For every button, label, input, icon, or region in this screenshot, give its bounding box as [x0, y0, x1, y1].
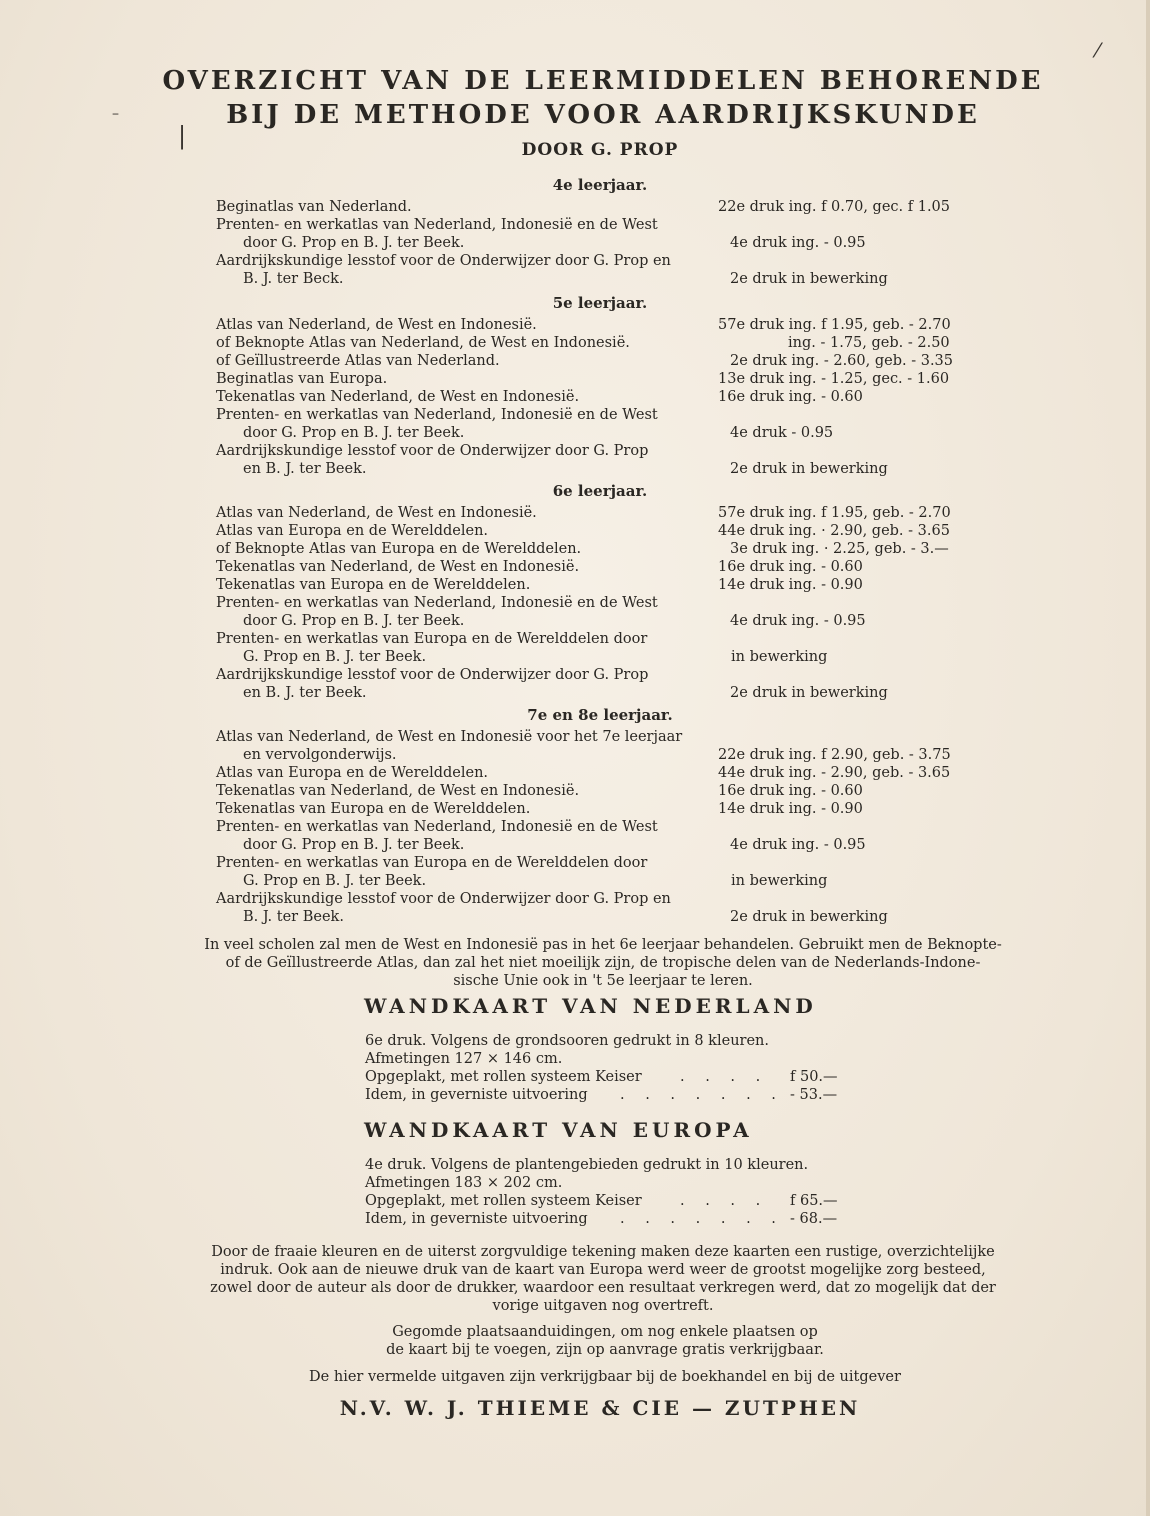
item-title: G. Prop en B. J. ter Beek.	[243, 873, 427, 889]
item-title: Atlas van Europa en de Werelddelen.	[216, 765, 489, 781]
item-title: Atlas van Nederland, de West en Indonesië.	[216, 505, 537, 521]
item-edition: 16e druk ing. - 0.60	[718, 783, 863, 799]
item-title: Atlas van Nederland, de West en Indonesië.	[216, 317, 537, 333]
pencil-dash-icon: –	[112, 106, 119, 122]
wallmap-spec: Afmetingen 127 × 146 cm.	[365, 1051, 563, 1067]
closing-line: zowel door de auteur als door de drukker, waardoor een resultaat verkregen werd, dat zo mogelijk dat der	[210, 1280, 996, 1296]
item-edition: 14e druk ing. - 0.90	[718, 577, 863, 593]
item-edition: 13e druk ing. - 1.25, gec. - 1.60	[718, 371, 950, 387]
item-title: B. J. ter Beck.	[243, 271, 344, 287]
item-title: Beginatlas van Nederland.	[216, 199, 412, 215]
item-title: of Beknopte Atlas van Europa en de Werelddelen.	[216, 541, 582, 557]
closing-line: indruk. Ook aan de nieuwe druk van de kaart van Europa werd weer de grootst mogelijke zorg besteed,	[220, 1262, 986, 1278]
item-edition: 4e druk - 0.95	[730, 425, 834, 441]
gummed-line: Gegomde plaatsaanduidingen, om nog enkele plaatsen op	[392, 1324, 818, 1340]
item-edition: 2e druk ing. - 2.60, geb. - 3.35	[730, 353, 954, 369]
note-line: In veel scholen zal men de West en Indonesië pas in het 6e leerjaar behandelen. Gebruikt men de Beknopte-	[204, 937, 1002, 953]
item-title: B. J. ter Beek.	[243, 909, 344, 925]
item-title: Aardrijkskundige lesstof voor de Onderwijzer door G. Prop en	[216, 891, 671, 907]
item-title: G. Prop en B. J. ter Beek.	[243, 649, 427, 665]
note-line: sische Unie ook in 't 5e leerjaar te leren.	[453, 973, 753, 989]
item-edition: in bewerking	[731, 873, 828, 889]
item-edition: 22e druk ing. f 2.90, geb. - 3.75	[718, 747, 951, 763]
publisher-line: N.V. W. J. THIEME & CIE — ZUTPHEN	[339, 1396, 861, 1420]
item-edition: 16e druk ing. - 0.60	[718, 559, 863, 575]
section-title: 5e leerjaar.	[552, 294, 648, 312]
wallmap-price-label: Opgeplakt, met rollen systeem Keiser	[365, 1193, 642, 1209]
item-title: Prenten- en werkatlas van Europa en de Werelddelen door	[216, 631, 648, 647]
item-title: Tekenatlas van Nederland, de West en Indonesië.	[216, 559, 580, 575]
item-title: Atlas van Nederland, de West en Indonesië voor het 7e leerjaar	[216, 729, 683, 745]
wallmap-price: f 65.—	[790, 1193, 838, 1209]
author-line: DOOR G. PROP	[521, 140, 679, 160]
section-title: 4e leerjaar.	[552, 176, 648, 194]
wallmap-leader: . . . . . . .	[620, 1087, 784, 1103]
item-edition: 44e druk ing. - 2.90, geb. - 3.65	[718, 765, 951, 781]
item-title: of Beknopte Atlas van Nederland, de West en Indonesië.	[216, 335, 630, 351]
pencil-stroke-icon: |	[178, 122, 187, 150]
item-title: Aardrijkskundige lesstof voor de Onderwijzer door G. Prop en	[216, 253, 671, 269]
closing-line: vorige uitgaven nog overtreft.	[492, 1298, 714, 1314]
wallmap-spec: Afmetingen 183 × 202 cm.	[365, 1175, 563, 1191]
item-edition: 4e druk ing. - 0.95	[730, 235, 866, 251]
item-edition: 2e druk in bewerking	[730, 271, 888, 287]
wallmap-price: - 68.—	[790, 1211, 838, 1227]
item-title: door G. Prop en B. J. ter Beek.	[243, 425, 465, 441]
wallmap-leader: . . . .	[680, 1069, 769, 1085]
item-title: door G. Prop en B. J. ter Beek.	[243, 235, 465, 251]
item-title: Tekenatlas van Europa en de Werelddelen.	[216, 801, 531, 817]
item-title: Tekenatlas van Europa en de Werelddelen.	[216, 577, 531, 593]
item-title: Prenten- en werkatlas van Nederland, Indonesië en de West	[216, 819, 658, 835]
item-edition: in bewerking	[731, 649, 828, 665]
item-title: Aardrijkskundige lesstof voor de Onderwijzer door G. Prop	[216, 667, 649, 683]
wallmap-price: f 50.—	[790, 1069, 838, 1085]
section-title: 7e en 8e leerjaar.	[527, 706, 673, 724]
item-edition: 3e druk ing. · 2.25, geb. - 3.—	[730, 541, 949, 557]
item-edition: 57e druk ing. f 1.95, geb. - 2.70	[718, 317, 951, 333]
wallmap-spec: 4e druk. Volgens de plantengebieden gedrukt in 10 kleuren.	[365, 1157, 809, 1173]
item-title: Prenten- en werkatlas van Nederland, Indonesië en de West	[216, 595, 658, 611]
section-title: 6e leerjaar.	[552, 482, 648, 500]
item-title: of Geïllustreerde Atlas van Nederland.	[216, 353, 500, 369]
wallmap-price-label: Idem, in geverniste uitvoering	[365, 1211, 588, 1227]
closing-line: Door de fraaie kleuren en de uiterst zorgvuldige tekening maken deze kaarten een rustige, overzichtelijke	[211, 1244, 995, 1260]
pencil-mark-icon: ⁄	[1096, 38, 1100, 62]
item-edition: 16e druk ing. - 0.60	[718, 389, 863, 405]
item-edition: 4e druk ing. - 0.95	[730, 613, 866, 629]
wallmap-leader: . . . .	[680, 1193, 769, 1209]
wallmap-title: WANDKAART VAN NEDERLAND	[364, 994, 817, 1018]
item-title: Tekenatlas van Nederland, de West en Indonesië.	[216, 389, 580, 405]
item-edition: ing. - 1.75, geb. - 2.50	[788, 335, 950, 351]
item-title: Prenten- en werkatlas van Europa en de Werelddelen door	[216, 855, 648, 871]
wallmap-price: - 53.—	[790, 1087, 838, 1103]
wallmap-price-label: Idem, in geverniste uitvoering	[365, 1087, 588, 1103]
heading-line-2: BIJ DE METHODE VOOR AARDRIJKSKUNDE	[226, 100, 980, 130]
availability-line: De hier vermelde uitgaven zijn verkrijgbaar bij de boekhandel en bij de uitgever	[309, 1369, 901, 1385]
item-title: en vervolgonderwijs.	[243, 747, 397, 763]
wallmap-leader: . . . . . . .	[620, 1211, 784, 1227]
item-edition: 2e druk in bewerking	[730, 685, 888, 701]
item-edition: 14e druk ing. - 0.90	[718, 801, 863, 817]
item-edition: 2e druk in bewerking	[730, 461, 888, 477]
item-title: en B. J. ter Beek.	[243, 461, 367, 477]
item-title: Tekenatlas van Nederland, de West en Indonesië.	[216, 783, 580, 799]
item-edition: 44e druk ing. · 2.90, geb. - 3.65	[718, 523, 950, 539]
item-edition: 22e druk ing. f 0.70, gec. f 1.05	[718, 199, 951, 215]
item-title: door G. Prop en B. J. ter Beek.	[243, 837, 465, 853]
item-title: Beginatlas van Europa.	[216, 371, 388, 387]
wallmap-price-label: Opgeplakt, met rollen systeem Keiser	[365, 1069, 642, 1085]
wallmap-spec: 6e druk. Volgens de grondsooren gedrukt in 8 kleuren.	[365, 1033, 769, 1049]
item-edition: 4e druk ing. - 0.95	[730, 837, 866, 853]
item-edition: 2e druk in bewerking	[730, 909, 888, 925]
note-line: of de Geïllustreerde Atlas, dan zal het niet moeilijk zijn, de tropische delen van de Nederlands-Indone-	[225, 955, 981, 971]
item-title: Aardrijkskundige lesstof voor de Onderwijzer door G. Prop	[216, 443, 649, 459]
item-edition: 57e druk ing. f 1.95, geb. - 2.70	[718, 505, 951, 521]
wallmap-title: WANDKAART VAN EUROPA	[364, 1118, 753, 1142]
gummed-line: de kaart bij te voegen, zijn op aanvrage gratis verkrijgbaar.	[386, 1342, 824, 1358]
item-title: Prenten- en werkatlas van Nederland, Indonesië en de West	[216, 407, 658, 423]
item-title: en B. J. ter Beek.	[243, 685, 367, 701]
item-title: Prenten- en werkatlas van Nederland, Indonesië en de West	[216, 217, 658, 233]
item-title: Atlas van Europa en de Werelddelen.	[216, 523, 489, 539]
item-title: door G. Prop en B. J. ter Beek.	[243, 613, 465, 629]
heading-line-1: OVERZICHT VAN DE LEERMIDDELEN BEHORENDE	[162, 66, 1044, 96]
